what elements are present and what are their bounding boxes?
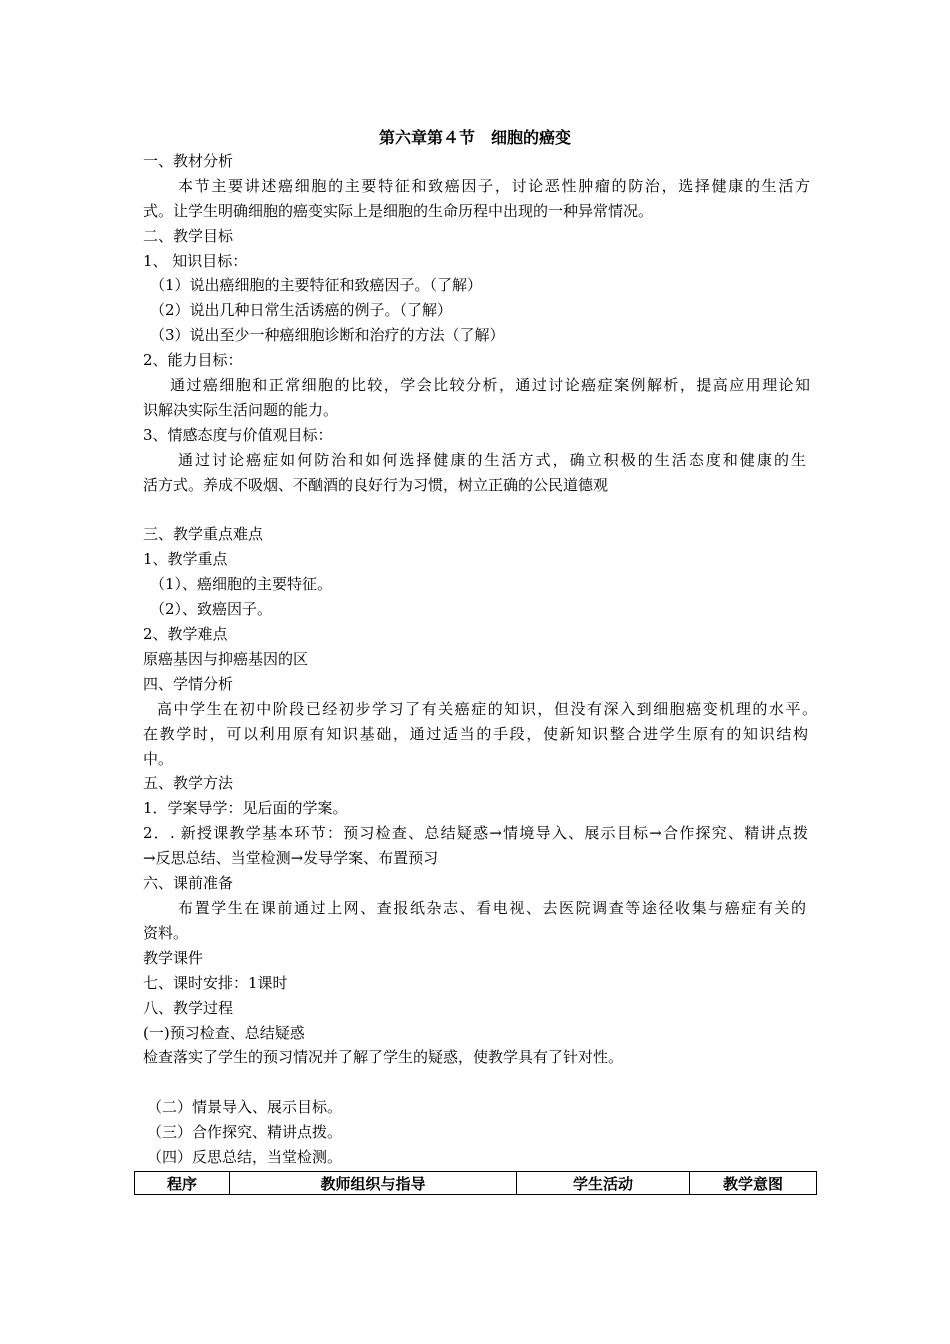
subsection-heading: （四）反思总结，当堂检测。 — [147, 1148, 343, 1166]
paragraph-line: →反思总结、当堂检测→发导学案、布置预习 — [143, 849, 439, 867]
table-header-cell: 教师组织与指导 — [230, 1172, 517, 1195]
page-title: 第六章第４节 细胞的癌变 — [378, 128, 571, 147]
section-heading: 一、教材分析 — [143, 152, 234, 170]
table-header-row — [135, 1172, 817, 1195]
table-header-cell: 学生活动 — [517, 1172, 690, 1195]
list-item: （2）说出几种日常生活诱癌的例子。（了解） — [150, 301, 453, 319]
section-heading: 六、课前准备 — [143, 874, 234, 892]
list-item: （1）说出癌细胞的主要特征和致癌因子。（了解） — [150, 276, 483, 294]
paragraph-line: 活方式。养成不吸烟、不酗酒的良好行为习惯，树立正确的公民道德观 — [143, 476, 609, 494]
table-header-cell: 教学意图 — [690, 1172, 817, 1195]
list-item: 1．学案导学：见后面的学案。 — [143, 799, 348, 817]
subsection-heading: 1、 知识目标： — [143, 252, 248, 270]
paragraph-line: 本节主要讲述癌细胞的主要特征和致癌因子，讨论恶性肿瘤的防治，选择健康的生活方 — [178, 177, 810, 195]
subsection-heading: 1、教学重点 — [143, 550, 228, 568]
list-item: 2．. 新授课教学基本环节：预习检查、总结疑惑→情境导入、展示目标→合作探究、精讲点拨 — [143, 824, 808, 842]
subsection-heading: 2、能力目标： — [143, 351, 243, 369]
paragraph-line: 高中学生在初中阶段已经初步学习了有关癌症的知识，但没有深入到细胞癌变机理的水平。 — [157, 700, 817, 718]
list-item: （3）说出至少一种癌细胞诊断和治疗的方法（了解） — [150, 326, 505, 344]
subsection-heading: 2、教学难点 — [143, 625, 228, 643]
section-heading: 二、教学目标 — [143, 227, 234, 245]
paragraph-line: 中。 — [143, 750, 174, 768]
subsection-heading: 3、情感态度与价值观目标： — [143, 426, 333, 444]
section-heading: 八、教学过程 — [143, 999, 234, 1017]
section-heading: 七、课时安排：1课时 — [143, 974, 288, 992]
paragraph-line: 教学课件 — [143, 949, 204, 967]
section-heading: 五、教学方法 — [143, 774, 234, 792]
section-heading: 三、教学重点难点 — [143, 525, 264, 543]
paragraph-line: 通过讨论癌症如何防治和如何选择健康的生活方式，确立积极的生活态度和健康的生 — [178, 451, 806, 469]
paragraph-line: 布置学生在课前通过上网、查报纸杂志、看电视、去医院调查等途径收集与癌症有关的 — [178, 899, 806, 917]
paragraph-line: 在教学时，可以利用原有知识基础，通过适当的手段，使新知识整合进学生原有的知识结构 — [143, 725, 808, 743]
process-table — [134, 1171, 817, 1195]
paragraph-line: 原癌基因与抑癌基因的区 — [143, 650, 309, 668]
paragraph-line: 检查落实了学生的预习情况并了解了学生的疑惑，使教学具有了针对性。 — [143, 1048, 624, 1066]
list-item: （2）、致癌因子。 — [150, 600, 273, 618]
paragraph-line: 通过癌细胞和正常细胞的比较，学会比较分析，通过讨论癌症案例解析，提高应用理论知 — [170, 376, 810, 394]
subsection-heading: (一)预习检查、总结疑惑 — [143, 1024, 305, 1042]
list-item: （1）、癌细胞的主要特征。 — [150, 575, 333, 593]
paragraph-line: 识解决实际生活问题的能力。 — [143, 401, 339, 419]
subsection-heading: （二）情景导入、展示目标。 — [147, 1098, 343, 1116]
paragraph-line: 资料。 — [143, 924, 189, 942]
section-heading: 四、学情分析 — [143, 675, 234, 693]
subsection-heading: （三）合作探究、精讲点拨。 — [147, 1123, 343, 1141]
paragraph-line: 式。让学生明确细胞的癌变实际上是细胞的生命历程中出现的一种异常情况。 — [143, 202, 654, 220]
table-header-cell: 程序 — [135, 1172, 230, 1195]
